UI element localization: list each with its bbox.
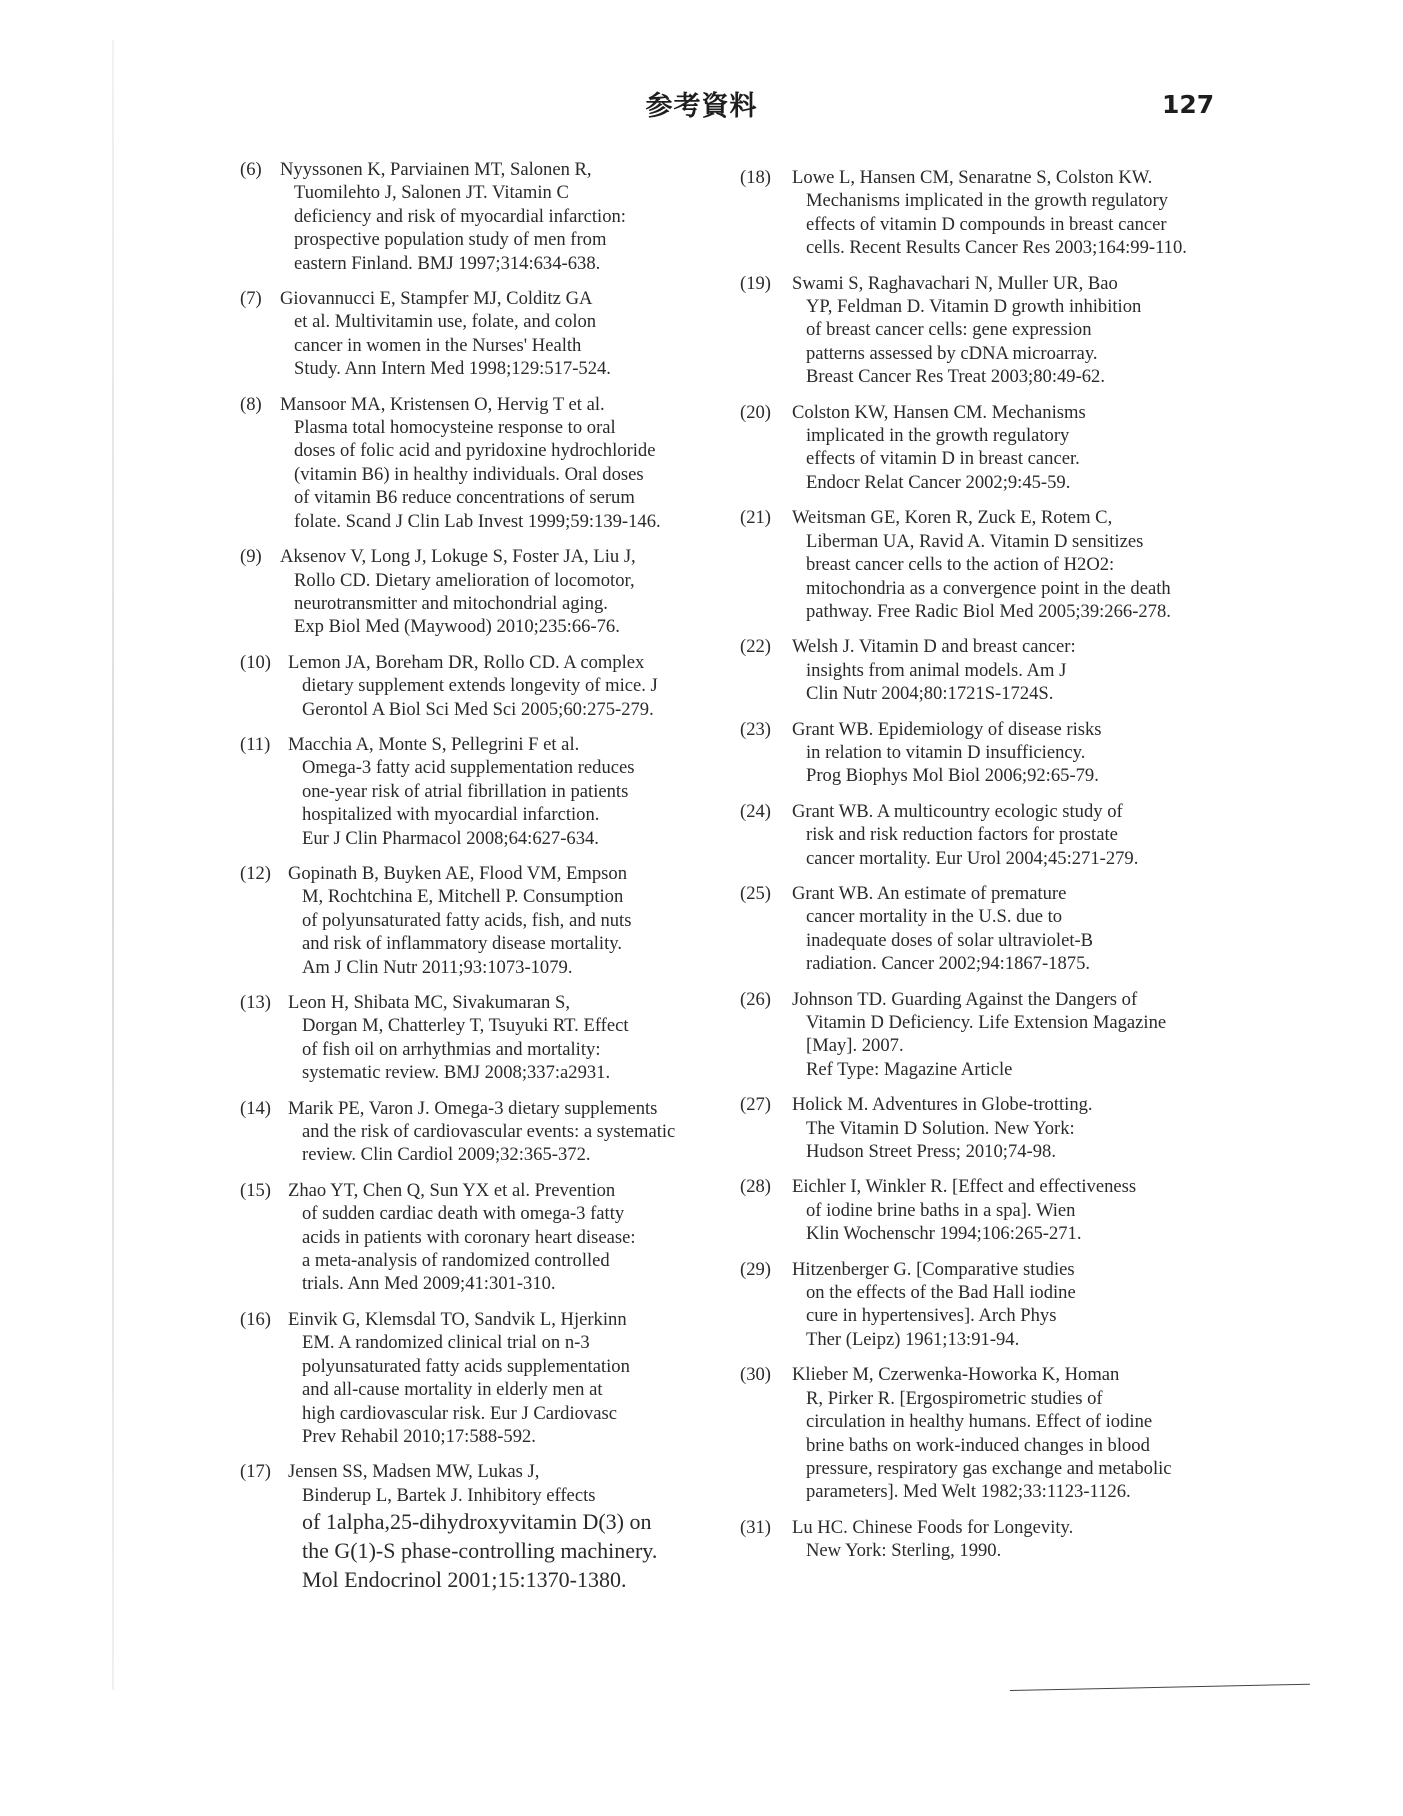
reference-number: (13) [240,992,271,1013]
reference-number: (21) [740,507,771,529]
reference-number: (11) [240,733,271,755]
reference-number: (15) [240,1179,271,1201]
reference-text: Mansoor MA, Kristensen O, Hervig T et al. Plasma total homocysteine response to oral doses of folic acid and pyridoxine hydrochloride (vitamin B6) in healthy individuals. Oral doses of vitamin B6 reduce concentrations of serum folate. Scand J Clin Lab Invest 1999;59:139-146. [280,393,661,532]
reference-number: (30) [740,1364,771,1386]
reference-text-enlarged: of 1alpha,25-dihydroxyvitamin D(3) on the G(1)-S phase-controlling machinery. Mol Endocrinol 2001;15:1370-1380. [302,1509,658,1593]
reference-item-27 [740,1093,1215,1163]
reference-number: (12) [240,862,271,884]
reference-text: Colston KW, Hansen CM. Mechanisms implicated in the growth regulatory effects of vitamin D in breast cancer. Endocr Relat Cancer 2002;9:45-59. [792,401,1086,493]
reference-number: (19) [740,272,771,294]
reference-number: (22) [740,636,771,658]
scan-edge-shadow [112,40,114,1690]
reference-item-30 [740,1363,1215,1503]
reference-text: Eichler I, Winkler R. [Effect and effectiveness of iodine brine baths in a spa]. Wien Klin Wochenschr 1994;106:265-271. [792,1176,1137,1245]
left-reference-column [240,158,710,1606]
reference-item-18 [740,166,1215,260]
reference-number: (31) [740,1516,771,1538]
reference-text: Grant WB. An estimate of premature cancer mortality in the U.S. due to inadequate doses of solar ultraviolet-B radiation. Cancer 2002;94:1867-1875. [792,882,1094,975]
footer-rule [1010,1684,1310,1691]
reference-item-12 [240,862,710,979]
reference-number: (6) [240,159,262,180]
reference-text: Einvik G, Klemsdal TO, Sandvik L, Hjerkinn EM. A randomized clinical trial on n-3 polyunsaturated fatty acids supplementation and all-cause mortality in elderly men at high cardiovascular risk. Eur J Cardiovasc Prev Rehabil 2010;17:588-592. [288,1308,630,1447]
reference-item-22 [740,635,1215,705]
reference-text: Grant WB. Epidemiology of disease risks in relation to vitamin D insufficiency. Prog Biophys Mol Biol 2006;92:65-79. [792,718,1102,787]
reference-item-14 [240,1097,710,1167]
reference-text: Holick M. Adventures in Globe-trotting. The Vitamin D Solution. New York: Hudson Street Press; 2010;74-98. [792,1094,1093,1163]
reference-text: Lemon JA, Boreham DR, Rollo CD. A complex dietary supplement extends longevity of mice. J Gerontol A Biol Sci Med Sci 2005;60:275-279. [288,651,658,720]
reference-item-15 [240,1179,710,1296]
reference-text: Swami S, Raghavachari N, Muller UR, Bao YP, Feldman D. Vitamin D growth inhibition of breast cancer cells: gene expression patterns assessed by cDNA microarray. Breast Cancer Res Treat 2003;80:49-62. [792,272,1142,388]
reference-item-23 [740,718,1215,788]
reference-item-28 [740,1175,1215,1245]
reference-text: Johnson TD. Guarding Against the Dangers of Vitamin D Deficiency. Life Extension Magazine [May]. 2007. Ref Type: Magazine Article [792,988,1167,1080]
reference-text [288,1460,710,1594]
reference-item-8 [240,393,710,533]
reference-item-19 [740,272,1215,389]
reference-item-31 [740,1516,1215,1563]
reference-item-11 [240,733,710,850]
reference-item-21 [740,506,1215,623]
reference-number: (7) [240,288,262,310]
reference-text: Lowe L, Hansen CM, Senaratne S, Colston KW. Mechanisms implicated in the growth regulatory effects of vitamin D compounds in breast cancer cells. Recent Results Cancer Res 2003;164:99-110. [792,167,1187,259]
right-reference-column [740,166,1215,1575]
reference-item-26 [740,988,1215,1082]
reference-text: Welsh J. Vitamin D and breast cancer: insights from animal models. Am J Clin Nutr 2004;80:1721S-1724S. [792,636,1076,705]
reference-text: Macchia A, Monte S, Pellegrini F et al. Omega-3 fatty acid supplementation reduces one-year risk of atrial fibrillation in patients hospitalized with myocardial infarction. Eur J Clin Pharmacol 2008;64:627-634. [288,733,635,849]
reference-text: Nyyssonen K, Parviainen MT, Salonen R, Tuomilehto J, Salonen JT. Vitamin C deficiency and risk of myocardial infarction: prospective population study of men from eastern Finland. BMJ 1997;314:634-638. [280,159,626,274]
reference-number: (20) [740,401,771,423]
reference-text: Aksenov V, Long J, Lokuge S, Foster JA, Liu J, Rollo CD. Dietary amelioration of locomotor, neurotransmitter and mitochondrial aging. Exp Biol Med (Maywood) 2010;235:66-76. [280,546,636,638]
reference-text: Marik PE, Varon J. Omega-3 dietary supplements and the risk of cardiovascular events: a systematic review. Clin Cardiol 2009;32:365-372. [288,1097,676,1166]
page-number: 127 [1162,90,1215,119]
reference-number: (25) [740,882,771,904]
reference-number: (10) [240,651,271,673]
reference-item-13 [240,991,710,1085]
reference-text: Lu HC. Chinese Foods for Longevity. New York: Sterling, 1990. [792,1516,1074,1562]
reference-item-25 [740,882,1215,976]
reference-text: Hitzenberger G. [Comparative studies on the effects of the Bad Hall iodine cure in hypertensives]. Arch Phys Ther (Leipz) 1961;13:91-94. [792,1258,1076,1350]
reference-number: (14) [240,1097,271,1119]
reference-item-20 [740,401,1215,495]
reference-text: Giovannucci E, Stampfer MJ, Colditz GA et al. Multivitamin use, folate, and colon cancer in women in the Nurses' Health Study. Ann Intern Med 1998;129:517-524. [280,288,611,380]
reference-item-10 [240,651,710,721]
reference-text: Weitsman GE, Koren R, Zuck E, Rotem C, Liberman UA, Ravid A. Vitamin D sensitizes breast cancer cells to the action of H2O2: mitochondria as a convergence point in the death pathway. Free Radic Biol Med 2005;39:266-278. [792,507,1171,622]
page-title: 参考資料 [645,91,758,122]
reference-item-7 [240,287,710,381]
reference-text: Leon H, Shibata MC, Sivakumaran S, Dorgan M, Chatterley T, Tsuyuki RT. Effect of fish oil on arrhythmias and mortality: systematic review. BMJ 2008;337:a2931. [288,992,629,1084]
reference-number: (29) [740,1258,771,1280]
reference-item-17 [240,1460,710,1594]
reference-text: Klieber M, Czerwenka-Howorka K, Homan R, Pirker R. [Ergospirometric studies of circulation in healthy humans. Effect of iodine brine baths on work-induced changes in blood pressure, respiratory gas exchange and metabolic parameters]. Med Welt 1982;33:1123-1126. [792,1364,1172,1503]
reference-number: (26) [740,988,771,1010]
reference-text-regular: Jensen SS, Madsen MW, Lukas J, Binderup L, Bartek J. Inhibitory effects [288,1461,596,1506]
reference-item-16 [240,1308,710,1448]
reference-item-6 [240,158,710,275]
reference-number: (23) [740,718,771,740]
reference-number: (17) [240,1461,271,1483]
reference-number: (16) [240,1308,271,1330]
reference-number: (28) [740,1176,771,1198]
reference-item-29 [740,1258,1215,1352]
reference-number: (8) [240,393,262,415]
reference-number: (27) [740,1094,771,1116]
reference-number: (24) [740,800,771,822]
reference-text: Zhao YT, Chen Q, Sun YX et al. Prevention of sudden cardiac death with omega-3 fatty acids in patients with coronary heart disease: a meta-analysis of randomized controlled trials. Ann Med 2009;41:301-310. [288,1179,636,1295]
reference-number: (9) [240,546,262,568]
reference-number: (18) [740,167,771,188]
reference-text: Grant WB. A multicountry ecologic study of risk and risk reduction factors for prostate cancer mortality. Eur Urol 2004;45:271-279. [792,800,1139,869]
reference-item-24 [740,800,1215,870]
reference-text: Gopinath B, Buyken AE, Flood VM, Empson M, Rochtchina E, Mitchell P. Consumption of polyunsaturated fatty acids, fish, and nuts and risk of inflammatory disease mortality. Am J Clin Nutr 2011;93:1073-1079. [288,862,632,978]
reference-item-9 [240,545,710,639]
